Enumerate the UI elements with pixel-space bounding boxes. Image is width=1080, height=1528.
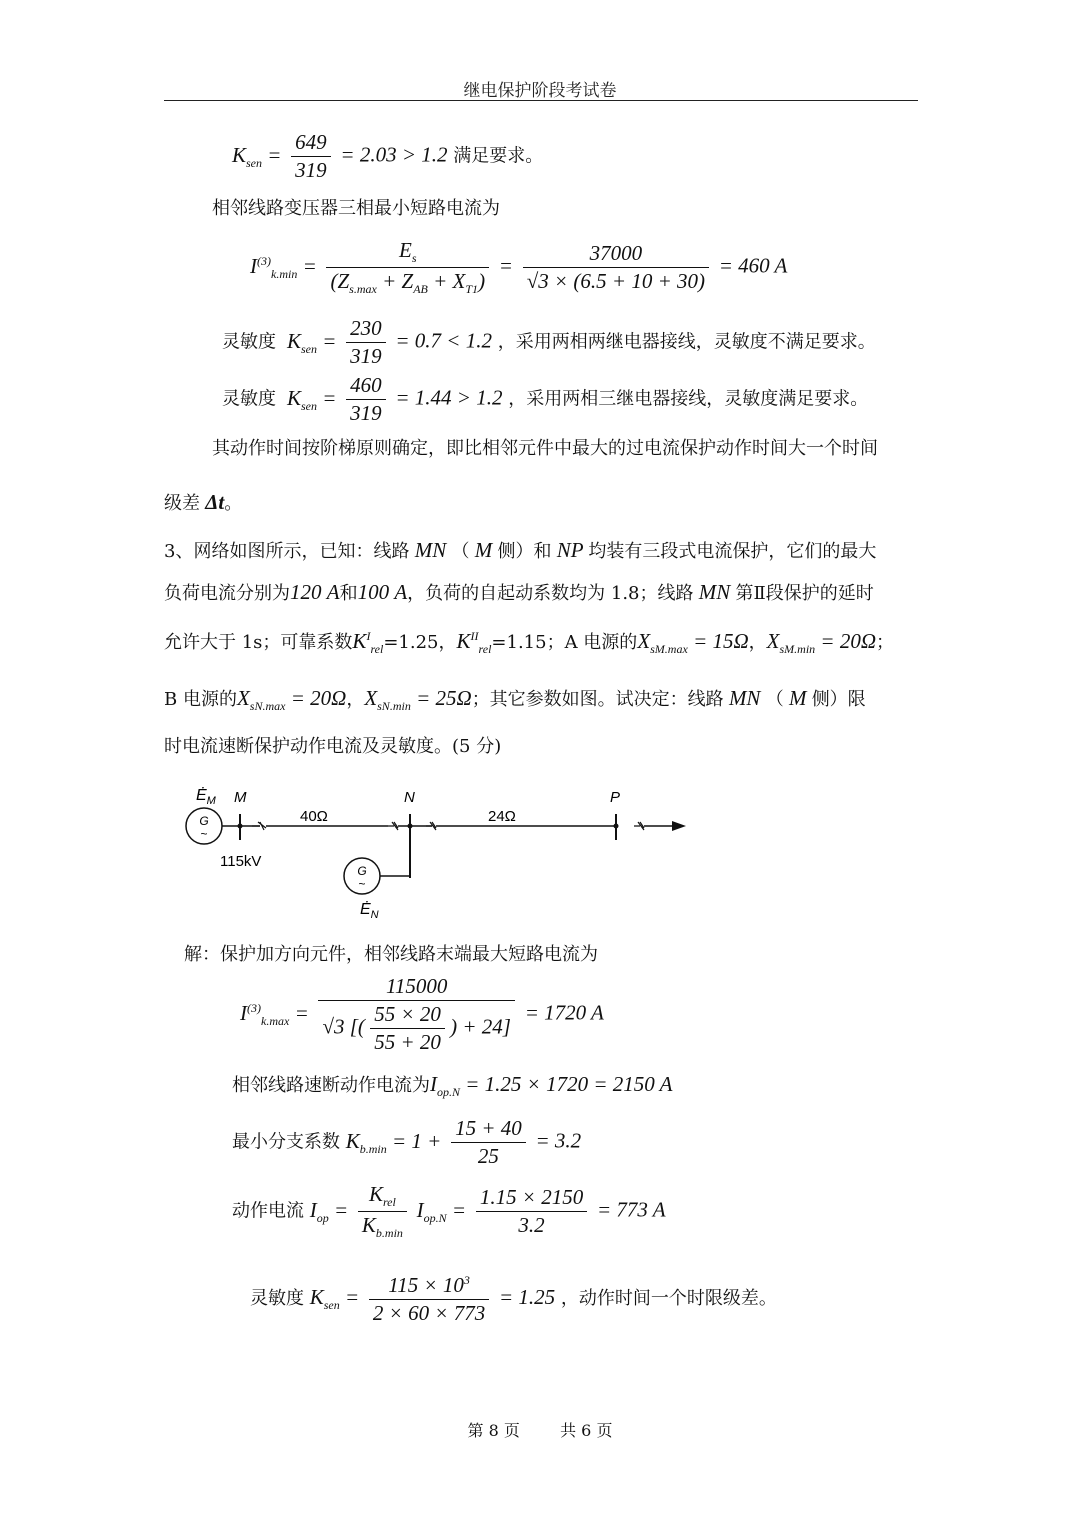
bus-m-label: M (234, 789, 247, 806)
sens-two-relay: 灵敏度 $K_{sen}$ = $\frac{230}{319}$ = 0.7 < 1.2 ，采用两相两继电器接线，灵敏度不满足要求。 (222, 316, 876, 368)
breaker-n-right-icon (426, 822, 436, 830)
page-header-title: 继电保护阶段考试卷 (463, 81, 617, 101)
sens-three-relay: 灵敏度 $K_{sen}$ = $\frac{460}{319}$ = 1.44 > 1.2 ，采用两相三继电器接线，灵敏度满足要求。 (222, 373, 869, 425)
ksen-final-line: 灵敏度 $K_{sen}$ = $\frac{115 \times 10^3}{2 \times 60 \times 773}$ = 1.25 ，动作时间一个时限级差。 (250, 1273, 777, 1325)
breaker-m-icon (252, 822, 266, 830)
op-n-line: 相邻线路速断动作电流为$I_{op.N} = 1.25 \times 1720 = 2150$ A (232, 1072, 673, 1100)
min-current-intro: 相邻线路变压器三相最小短路电流为 (212, 198, 500, 219)
iop-line: 动作电流 $I_{op}$ = $\frac{K_{rel}}{K_{b.min}}$ $I_{op.N}$ = $\frac{1.15 \times 2150}{3.2}$ = 773 A (232, 1182, 666, 1241)
line-mn-label: 40Ω (300, 808, 328, 825)
q3-line1: 3、网络如图所示，已知：线路 MN （ M 侧）和 NP 均装有三段式电流保护，它们的最大 (164, 538, 877, 562)
bus-n-node (408, 824, 413, 829)
voltage-label: 115kV (220, 853, 262, 870)
bus-m-node (238, 824, 243, 829)
eq-ksen-649: $K_{sen}$ = $\frac{649}{319}$ = 2.03 > 1.2 满足要求。 (232, 130, 544, 182)
eq-ik-min: $I^{(3)}_{k.min}$ = $\frac{E_s}{(Z_{s.max} + Z_{AB} + X_{T1})}$ = $\frac{37000}{√3 \times (6.5 + 10 + 30)}$ = 460 A (250, 238, 788, 297)
page-footer (0, 1418, 1080, 1441)
generator-m-wave: ~ (200, 827, 208, 841)
footer-total: 共 6 页 (560, 1421, 613, 1440)
bus-p-node (614, 824, 619, 829)
solution-intro: 解：保护加方向元件，相邻线路末端最大短路电流为 (184, 944, 598, 965)
generator-n-letter: G (357, 864, 367, 878)
line-np-label: 24Ω (488, 808, 516, 825)
sens-two-relay-label: 灵敏度 (222, 331, 276, 353)
kbmin-line: 最小分支系数 $K_{b.min} = 1$ + $\frac{15 + 40}{25}$ = 3.2 (232, 1116, 582, 1168)
q3-line4: B 电源的$X_{sN.max} = 20\Omega$，$X_{sN.min} = 25\Omega$；其它参数如图。试决定：线路 MN （ M 侧）限 (164, 686, 866, 714)
q3-line5: 时电流速断保护动作电流及灵敏度。(5 分) (164, 736, 502, 757)
time-rule-line2: 级差 Δt。 (164, 490, 243, 514)
breaker-p-icon (634, 822, 644, 830)
sens-two-relay-tail: ，采用两相两继电器接线，灵敏度不满足要求。 (497, 331, 876, 353)
eq-ksen-649-tail: 满足要求。 (453, 145, 544, 167)
network-diagram (170, 778, 700, 926)
generator-m-letter: G (199, 814, 209, 828)
eq-ik-max: $I^{(3)}_{k.max}$ = 115000 √3 [( $\frac{55 \times 20}{55 + 20}$ ) + 24] = 1720 A (240, 974, 604, 1054)
header-rule (164, 100, 918, 101)
time-rule-line1: 其动作时间按阶梯原则确定，即比相邻元件中最大的过电流保护动作时间大一个时间 (212, 438, 878, 459)
breaker-n-left-icon (388, 822, 398, 830)
footer-page: 第 8 页 (467, 1421, 520, 1440)
q3-line2: 负荷电流分别为120 A和100 A，负荷的自起动系数均为 1.8；线路 MN 第Ⅱ段保护的延时 (164, 580, 874, 604)
sens-three-relay-tail: ，采用两相三继电器接线，灵敏度满足要求。 (508, 388, 869, 410)
en-label: $Ė_N$ (360, 901, 379, 921)
em-label: $Ė_M$ (196, 787, 216, 807)
generator-n-wave: ~ (358, 877, 366, 891)
bus-p-label: P (610, 789, 621, 806)
arrow-right-icon (672, 821, 686, 831)
sens-three-relay-label: 灵敏度 (222, 388, 276, 410)
q3-line3: 允许大于 1s；可靠系数$K^I_{rel}=1.25$，$K^{II}_{rel}=1.15$；A 电源的$X_{sM.max} = 15\Omega$，$X_{sM.min} = 20\Omega$； (164, 629, 895, 657)
bus-n-label: N (404, 789, 415, 806)
